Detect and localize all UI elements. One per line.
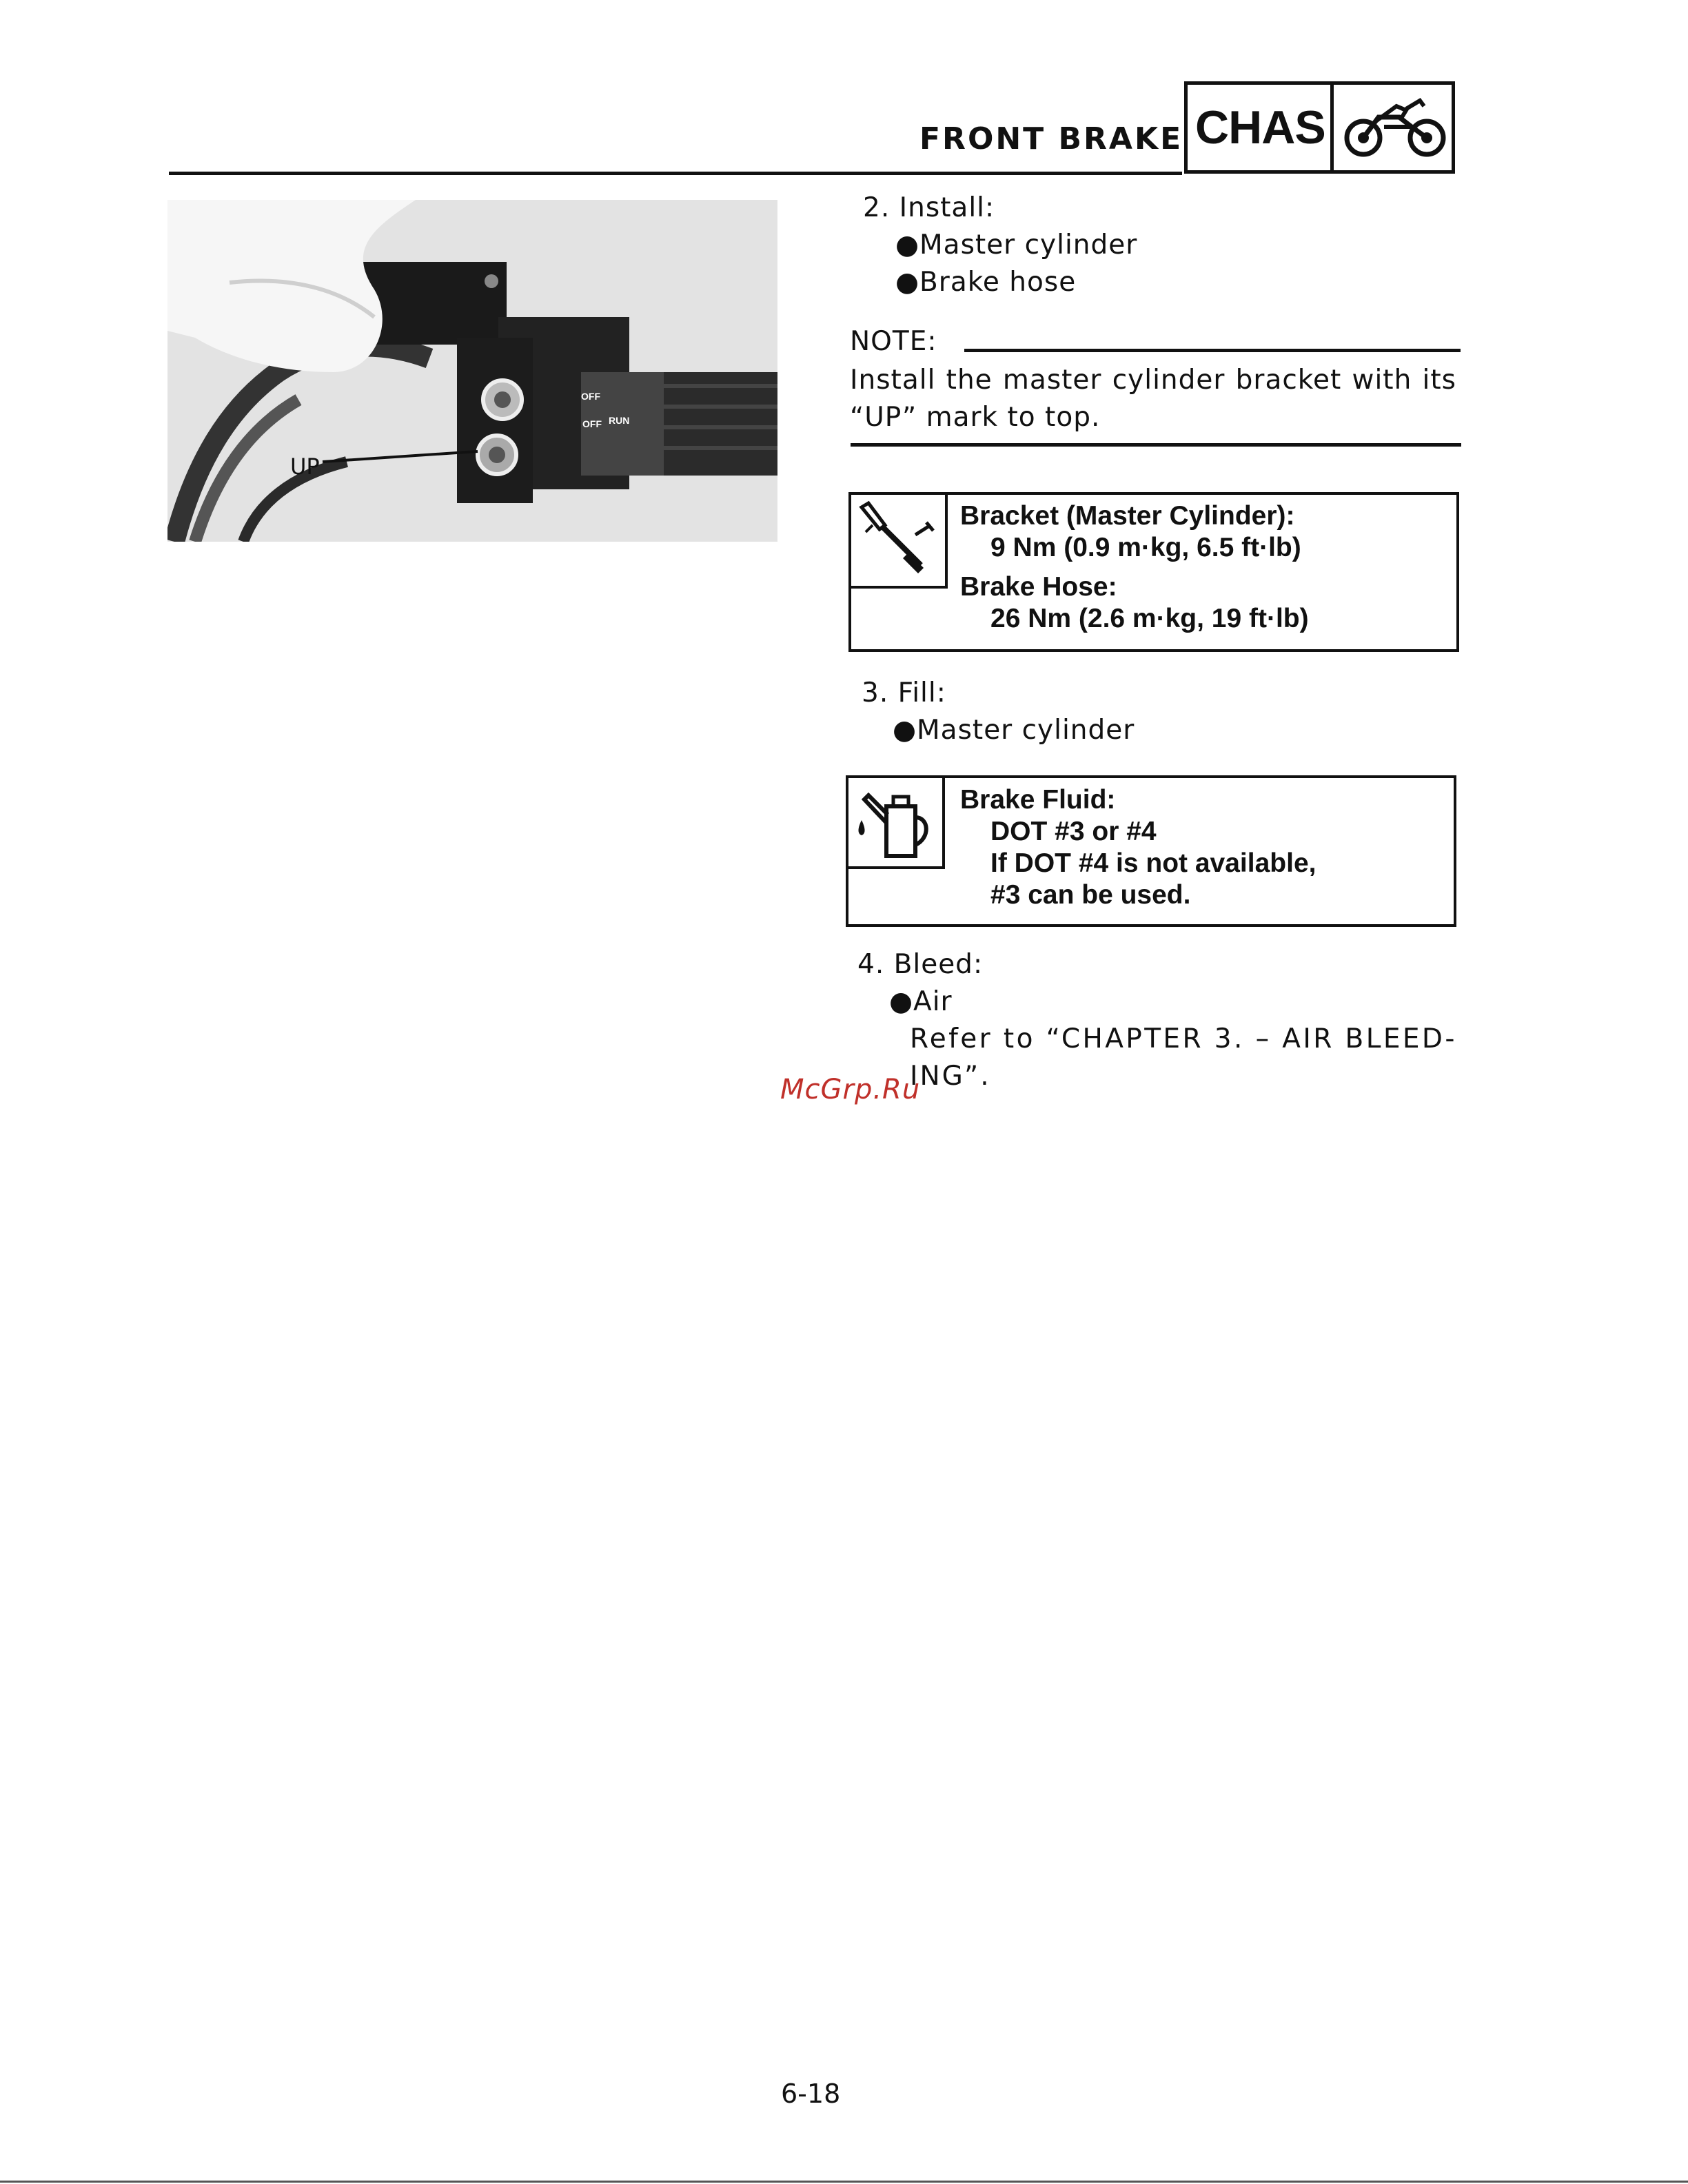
chapter-tag-divider (1330, 81, 1334, 174)
brake-hose-label: Brake Hose: (960, 572, 1117, 602)
photo-up-label: UP (290, 453, 320, 480)
step-2-heading: 2. Install: (863, 192, 995, 223)
step-4-item-air: ●Air (889, 986, 953, 1017)
motorcycle-icon (1343, 96, 1447, 163)
page-number: 6-18 (781, 2079, 841, 2109)
note-rule-top (964, 349, 1461, 352)
handlebar-photo (167, 200, 777, 542)
chapter-tag-label: CHAS (1195, 101, 1325, 154)
brake-fluid-line-2: If DOT #4 is not available, (990, 848, 1316, 878)
step-3-heading: 3. Fill: (862, 677, 946, 708)
step-2-item-master-cylinder: ●Master cylinder (895, 229, 1138, 261)
switch-label-run: RUN (609, 415, 630, 426)
switch-label-off: OFF (582, 418, 602, 429)
step-4-refer-line-1: Refer to “CHAPTER 3. – AIR BLEED- (910, 1023, 1457, 1054)
step-4-refer-line-2: ING”. (910, 1061, 991, 1092)
note-label: NOTE: (850, 326, 937, 357)
switch-label-off-top: OFF (581, 391, 600, 402)
torque-wrench-icon (855, 498, 940, 583)
brake-hose-torque-value: 26 Nm (2.6 m·kg, 19 ft·lb) (990, 604, 1309, 633)
watermark-text[interactable]: McGrp.Ru (780, 1074, 921, 1105)
footer-rule (0, 2181, 1688, 2183)
header-rule (169, 172, 1182, 175)
oil-can-icon (852, 782, 937, 863)
section-title: FRONT BRAKE (919, 121, 1183, 156)
brake-fluid-label: Brake Fluid: (960, 785, 1116, 815)
brake-fluid-line-3: #3 can be used. (990, 880, 1191, 910)
bracket-torque-value: 9 Nm (0.9 m·kg, 6.5 ft·lb) (990, 533, 1301, 562)
note-body: Install the master cylinder bracket with its “UP” mark to top. (850, 365, 1456, 433)
step-3-item-master-cylinder: ●Master cylinder (893, 715, 1135, 746)
step-4-heading: 4. Bleed: (857, 949, 984, 980)
brake-fluid-line-1: DOT #3 or #4 (990, 817, 1157, 846)
step-2-item-brake-hose: ●Brake hose (895, 267, 1077, 298)
note-rule-bottom (851, 443, 1461, 447)
bracket-label: Bracket (Master Cylinder): (960, 501, 1295, 531)
